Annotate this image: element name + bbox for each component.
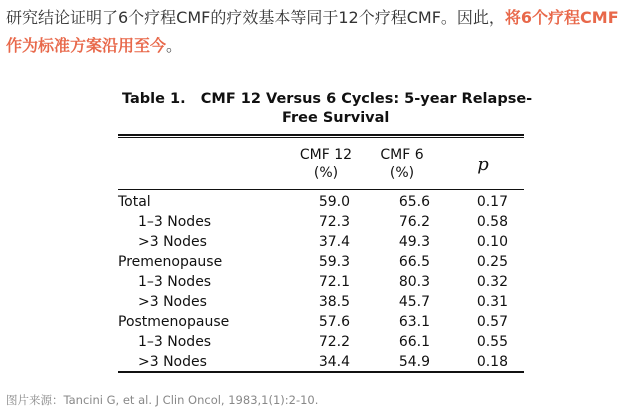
p-value: 0.17 [476, 194, 508, 210]
row-label: >3 Nodes [138, 294, 207, 310]
table-row [118, 194, 524, 214]
row-label: Postmenopause [118, 314, 230, 330]
table-row [118, 214, 524, 234]
header-cmf12 [296, 146, 356, 182]
table-row [118, 294, 524, 314]
intro-end: 。 [166, 36, 183, 55]
cmf12-value: 34.4 [318, 354, 350, 370]
table-row [118, 334, 524, 354]
cmf6-value: 66.1 [398, 334, 430, 350]
cmf12-value: 57.6 [318, 314, 350, 330]
row-label: 1–3 Nodes [138, 214, 212, 230]
intro-text: 研究结论证明了6个疗程CMF的疗效基本等同于12个疗程CMF。因此， [6, 8, 505, 27]
header-cmf6 [372, 146, 432, 182]
p-value: 0.57 [476, 314, 508, 330]
header-rule [118, 189, 524, 190]
image-source-caption: 图片来源：Tancini G, et al. J Clin Oncol, 1983,1(1):2-10. [6, 393, 319, 407]
row-label: >3 Nodes [138, 234, 207, 250]
p-value: 0.31 [476, 294, 508, 310]
table-title-line2: Free Survival [282, 110, 390, 126]
header-cmf12-label: CMF 12 [299, 147, 353, 163]
cmf12-value: 72.3 [318, 214, 350, 230]
row-label: 1–3 Nodes [138, 274, 212, 290]
table-row [118, 254, 524, 274]
cmf6-value: 45.7 [398, 294, 430, 310]
cmf12-value: 59.0 [318, 194, 350, 210]
header-cmf6-unit: (%) [389, 165, 415, 181]
p-value: 0.10 [476, 234, 508, 250]
p-value: 0.32 [476, 274, 508, 290]
row-label: >3 Nodes [138, 354, 207, 370]
table-title-line1: Table 1. CMF 12 Versus 6 Cycles: 5-year Relapse- [122, 91, 533, 107]
cmf12-value: 38.5 [318, 294, 350, 310]
table-row [118, 314, 524, 334]
p-value: 0.18 [476, 354, 508, 370]
table-body [118, 194, 524, 374]
bottom-rule [118, 371, 524, 373]
cmf6-value: 65.6 [398, 194, 430, 210]
p-value: 0.55 [476, 334, 508, 350]
intro-highlight: 将6个疗程CMF作为标准方案沿用至今 [6, 8, 619, 55]
cmf6-value: 76.2 [398, 214, 430, 230]
table-row [118, 274, 524, 294]
intro-paragraph [6, 4, 634, 60]
p-value: 0.25 [476, 254, 508, 270]
row-label: Premenopause [118, 254, 223, 270]
cmf6-value: 80.3 [398, 274, 430, 290]
top-rule-thin [118, 137, 524, 138]
row-label: 1–3 Nodes [138, 334, 212, 350]
table-row [118, 234, 524, 254]
top-rule [118, 134, 524, 136]
cmf6-value: 49.3 [398, 234, 430, 250]
cmf12-value: 37.4 [318, 234, 350, 250]
table-figure-image [0, 70, 640, 386]
p-value: 0.58 [476, 214, 508, 230]
cmf12-value: 72.2 [318, 334, 350, 350]
table-title [122, 90, 542, 128]
cmf12-value: 59.3 [318, 254, 350, 270]
row-label: Total [118, 194, 151, 210]
header-cmf12-unit: (%) [313, 165, 339, 181]
cmf12-value: 72.1 [318, 274, 350, 290]
cmf6-value: 54.9 [398, 354, 430, 370]
header-cmf6-label: CMF 6 [380, 147, 424, 163]
cmf6-value: 63.1 [398, 314, 430, 330]
cmf6-value: 66.5 [398, 254, 430, 270]
header-p-value: p [477, 154, 489, 175]
